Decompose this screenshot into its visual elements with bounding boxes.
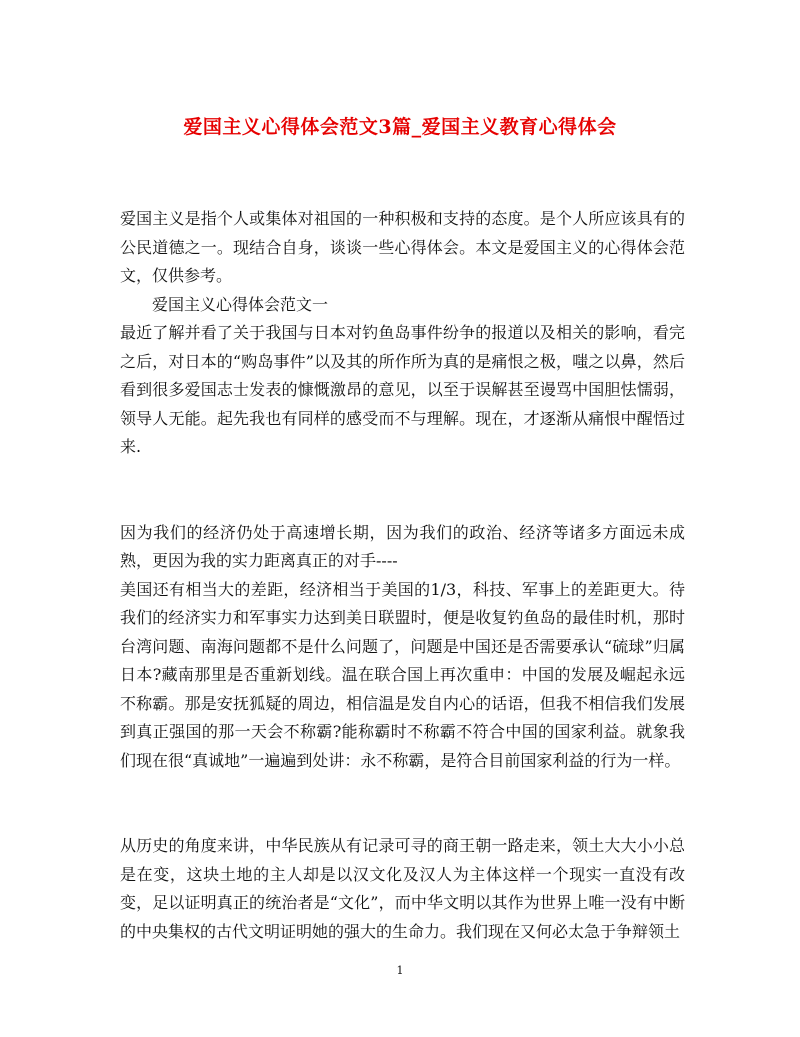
- page-title: 爱国主义心得体会范文3篇_爱国主义教育心得体会: [183, 116, 617, 138]
- body-paragraph-3: 美国还有相当大的差距，经济相当于美国的1/3，科技、军事上的差距更大。待我们的经济实力和军事实力达到美日联盟时，便是收复钓鱼岛的最佳时机，那时台湾问题、南海问题都不是什么问题了，问题是中国还是否需要承认“硫球”归属日本?藏南那里是否重新划线。温在联合国上再次重申：中国的发展及崛起永远不称霸。那是安抚狐疑的周边，相信温是发自内心的话语，但我不相信我们发展到真正强国的那一天会不称霸?能称霸时不称霸不符合中国的国家利益。就象我们现在很“真诚地”一遍遍到处讲：永不称霸，是符合目前国家利益的行为一样。: [120, 579, 685, 770]
- paragraph-gap: [120, 462, 685, 519]
- paragraph-gap: [120, 775, 685, 832]
- intro-paragraph: 爱国主义是指个人或集体对祖国的一种积极和支持的态度。是个人所应该具有的公民道德之一。现结合自身，谈谈一些心得体会。本文是爱国主义的心得体会范文，仅供参考。: [120, 209, 685, 285]
- document-body: [120, 205, 685, 946]
- body-paragraph-4: 从历史的角度来讲，中华民族从有记录可寻的商王朝一路走来，领土大大小小总是在变，这块土地的主人却是以汉文化及汉人为主体这样一个现实一直没有改变，足以证明真正的统治者是“文化”，而中华文明以其作为世界上唯一没有中断的中央集权的古代文明证明她的强大的生命力。我们现在又何必太急于争辩领土: [120, 836, 685, 941]
- body-paragraph-2: 因为我们的经济仍处于高速增长期，因为我们的政治、经济等诸多方面远未成熟，更因为我的实力距离真正的对手----: [120, 522, 685, 570]
- page-number: 1: [396, 964, 404, 977]
- body-paragraph-1: 最近了解并看了关于我国与日本对钓鱼岛事件纷争的报道以及相关的影响，看完之后，对日本的“购岛事件”以及其的所作所为真的是痛恨之极，嗤之以鼻，然后看到很多爱国志士发表的慷慨激昂的意见，以至于误解甚至谩骂中国胆怯懦弱，领导人无能。起先我也有同样的感受而不与理解。现在，才逐渐从痛恨中醒悟过来.: [120, 323, 685, 456]
- section-heading: 爱国主义心得体会范文一: [152, 294, 329, 314]
